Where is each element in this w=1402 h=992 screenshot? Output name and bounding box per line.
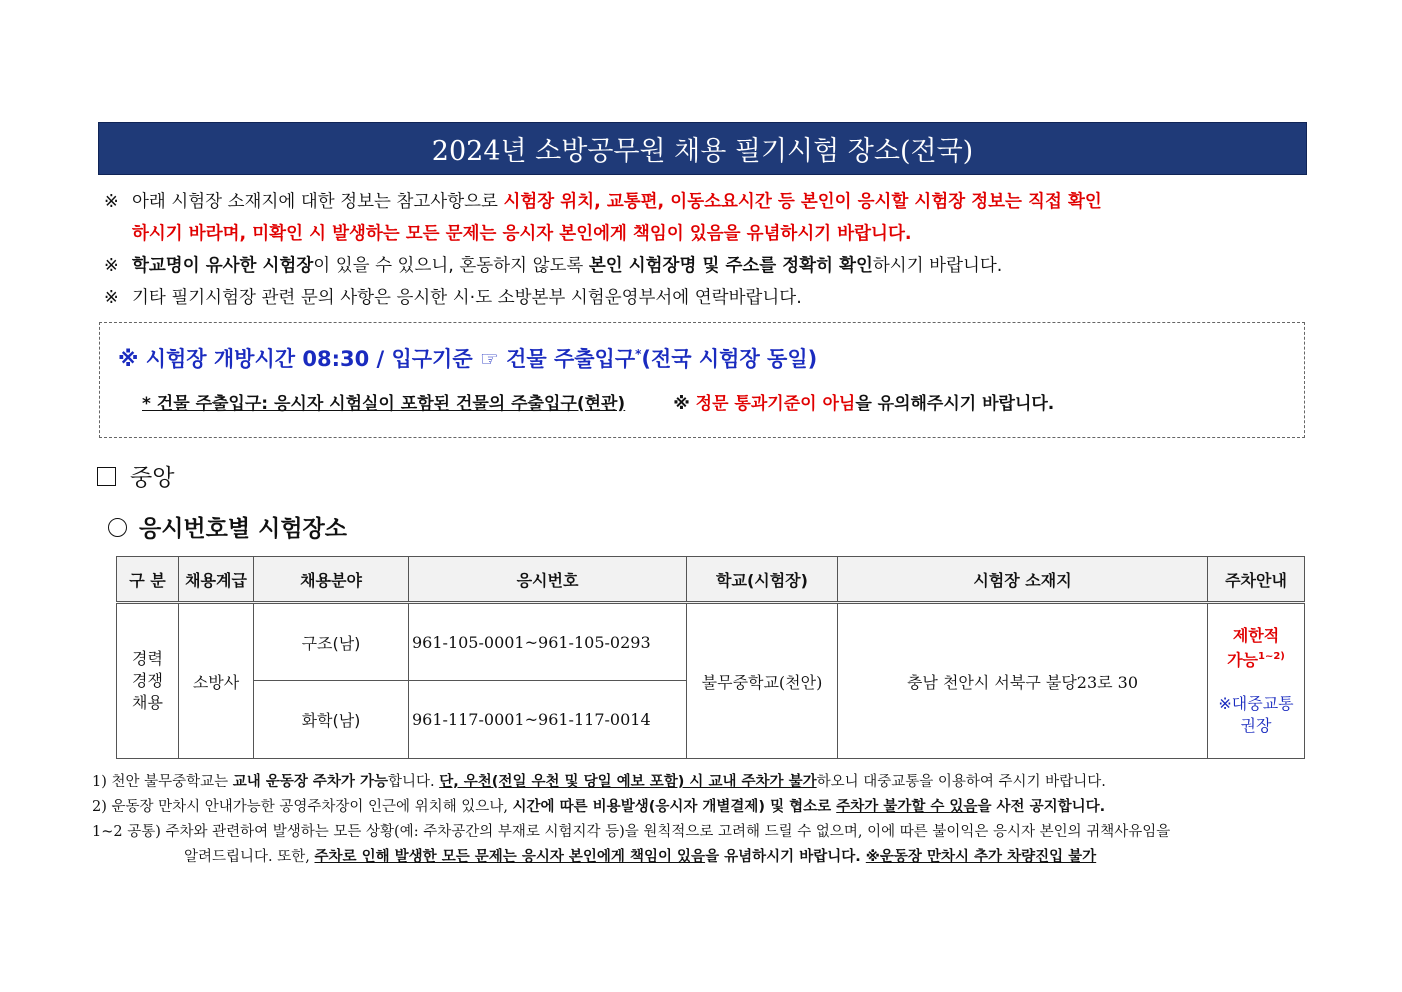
section-heading-central: 중앙 [97,459,174,492]
exam-number-range-cell: 961-117-0001~961-117-0014 [409,681,687,759]
notice-item-1-cont: 하시기 바라며, 미확인 시 발생하는 모든 문제는 응시자 본인에게 책임이 있음을 유념하시기 바랍니다. [132,224,912,244]
table-header-row [117,557,1305,603]
rank-cell: 소방사 [179,603,254,759]
opening-time-notice-box [99,322,1305,438]
notice-item-1: ※ 아래 시험장 소재지에 대한 정보는 참고사항으로 시험장 위치, 교통편, 이동소요시간 등 본인이 응시할 시험장 정보는 직접 확인 [104,186,1309,218]
footnote-1: 1) 천안 불무중학교는 교내 운동장 주차가 가능합니다. 단, 우천(전일 우천 및 당일 예보 포함) 시 교내 주차가 불가하오니 대중교통을 이용하여 주시기 바랍니다. [92,774,1106,790]
entrance-definition-line: * 건물 주출입구: 응시자 시험실이 포함된 건물의 주출입구(현관) ※ 정문 통과기준이 아님을 유의해주시기 바랍니다. [142,394,1055,414]
header-cell: 채용분야 [254,557,409,603]
header-cell: 채용계급 [179,557,254,603]
header-cell: 시험장 소재지 [838,557,1208,603]
header-cell: 주차안내 [1208,557,1305,603]
exam-number-range-cell: 961-105-0001~961-105-0293 [409,603,687,681]
exam-location-table [116,556,1305,759]
field-cell: 화학(남) [254,681,409,759]
footnote-3: 1~2 공통) 주차와 관련하여 발생하는 모든 상황(예: 주차공간의 부재로 시험지각 등)을 원칙적으로 고려해 드릴 수 없으며, 이에 따른 불이익은 응시자 본인의 귀책사유임을 [92,824,1171,840]
square-bullet-icon [97,467,116,486]
notice-list [104,186,1309,314]
header-cell: 학교(시험장) [687,557,838,603]
circle-bullet-icon [108,518,127,537]
page-title: 2024년 소방공무원 채용 필기시험 장소(전국) [98,122,1307,175]
section-subheading: 응시번호별 시험장소 [108,510,347,543]
reference-mark: ※ [104,288,119,308]
category-cell: 경력 경쟁 채용 [117,603,179,759]
parking-limited-label: 제한적 가능$^{1\sim 2)}$ [1227,626,1285,670]
parking-cell [1208,603,1305,759]
reference-mark: ※ [104,256,119,276]
header-cell: 응시번호 [409,557,687,603]
table-row [117,603,1305,681]
notice-item-3: ※ 기타 필기시험장 관련 문의 사항은 응시한 시·도 소방본부 시험운영부서에 연락바랍니다. [104,282,1309,314]
footnote-2: 2) 운동장 만차시 안내가능한 공영주차장이 인근에 위치해 있으나, 시간에 따른 비용발생(응시자 개별결제) 및 협소로 주차가 불가할 수 있음을 사전 공지합니다. [92,799,1106,815]
footnote-3-cont: 알려드립니다. 또한, 주차로 인해 발생한 모든 문제는 응시자 본인에게 책임이 있음을 유념하시기 바랍니다. ※운동장 만차시 추가 차량진입 불가 [184,849,1097,865]
school-cell: 불무중학교(천안) [687,603,838,759]
opening-time-line: ※ 시험장 개방시간 08:30 / 입구기준 ☞ 건물 주출입구*(전국 시험장 동일) [118,347,818,371]
header-cell: 구 분 [117,557,179,603]
public-transport-note: ※대중교통 권장 [1218,693,1294,735]
field-cell: 구조(남) [254,603,409,681]
notice-item-2: ※ 학교명이 유사한 시험장이 있을 수 있으니, 혼동하지 않도록 본인 시험장명 및 주소를 정확히 확인하시기 바랍니다. [104,250,1309,282]
address-cell: 충남 천안시 서북구 불당23로 30 [838,603,1208,759]
footnotes [92,770,1308,870]
reference-mark: ※ [104,192,119,212]
